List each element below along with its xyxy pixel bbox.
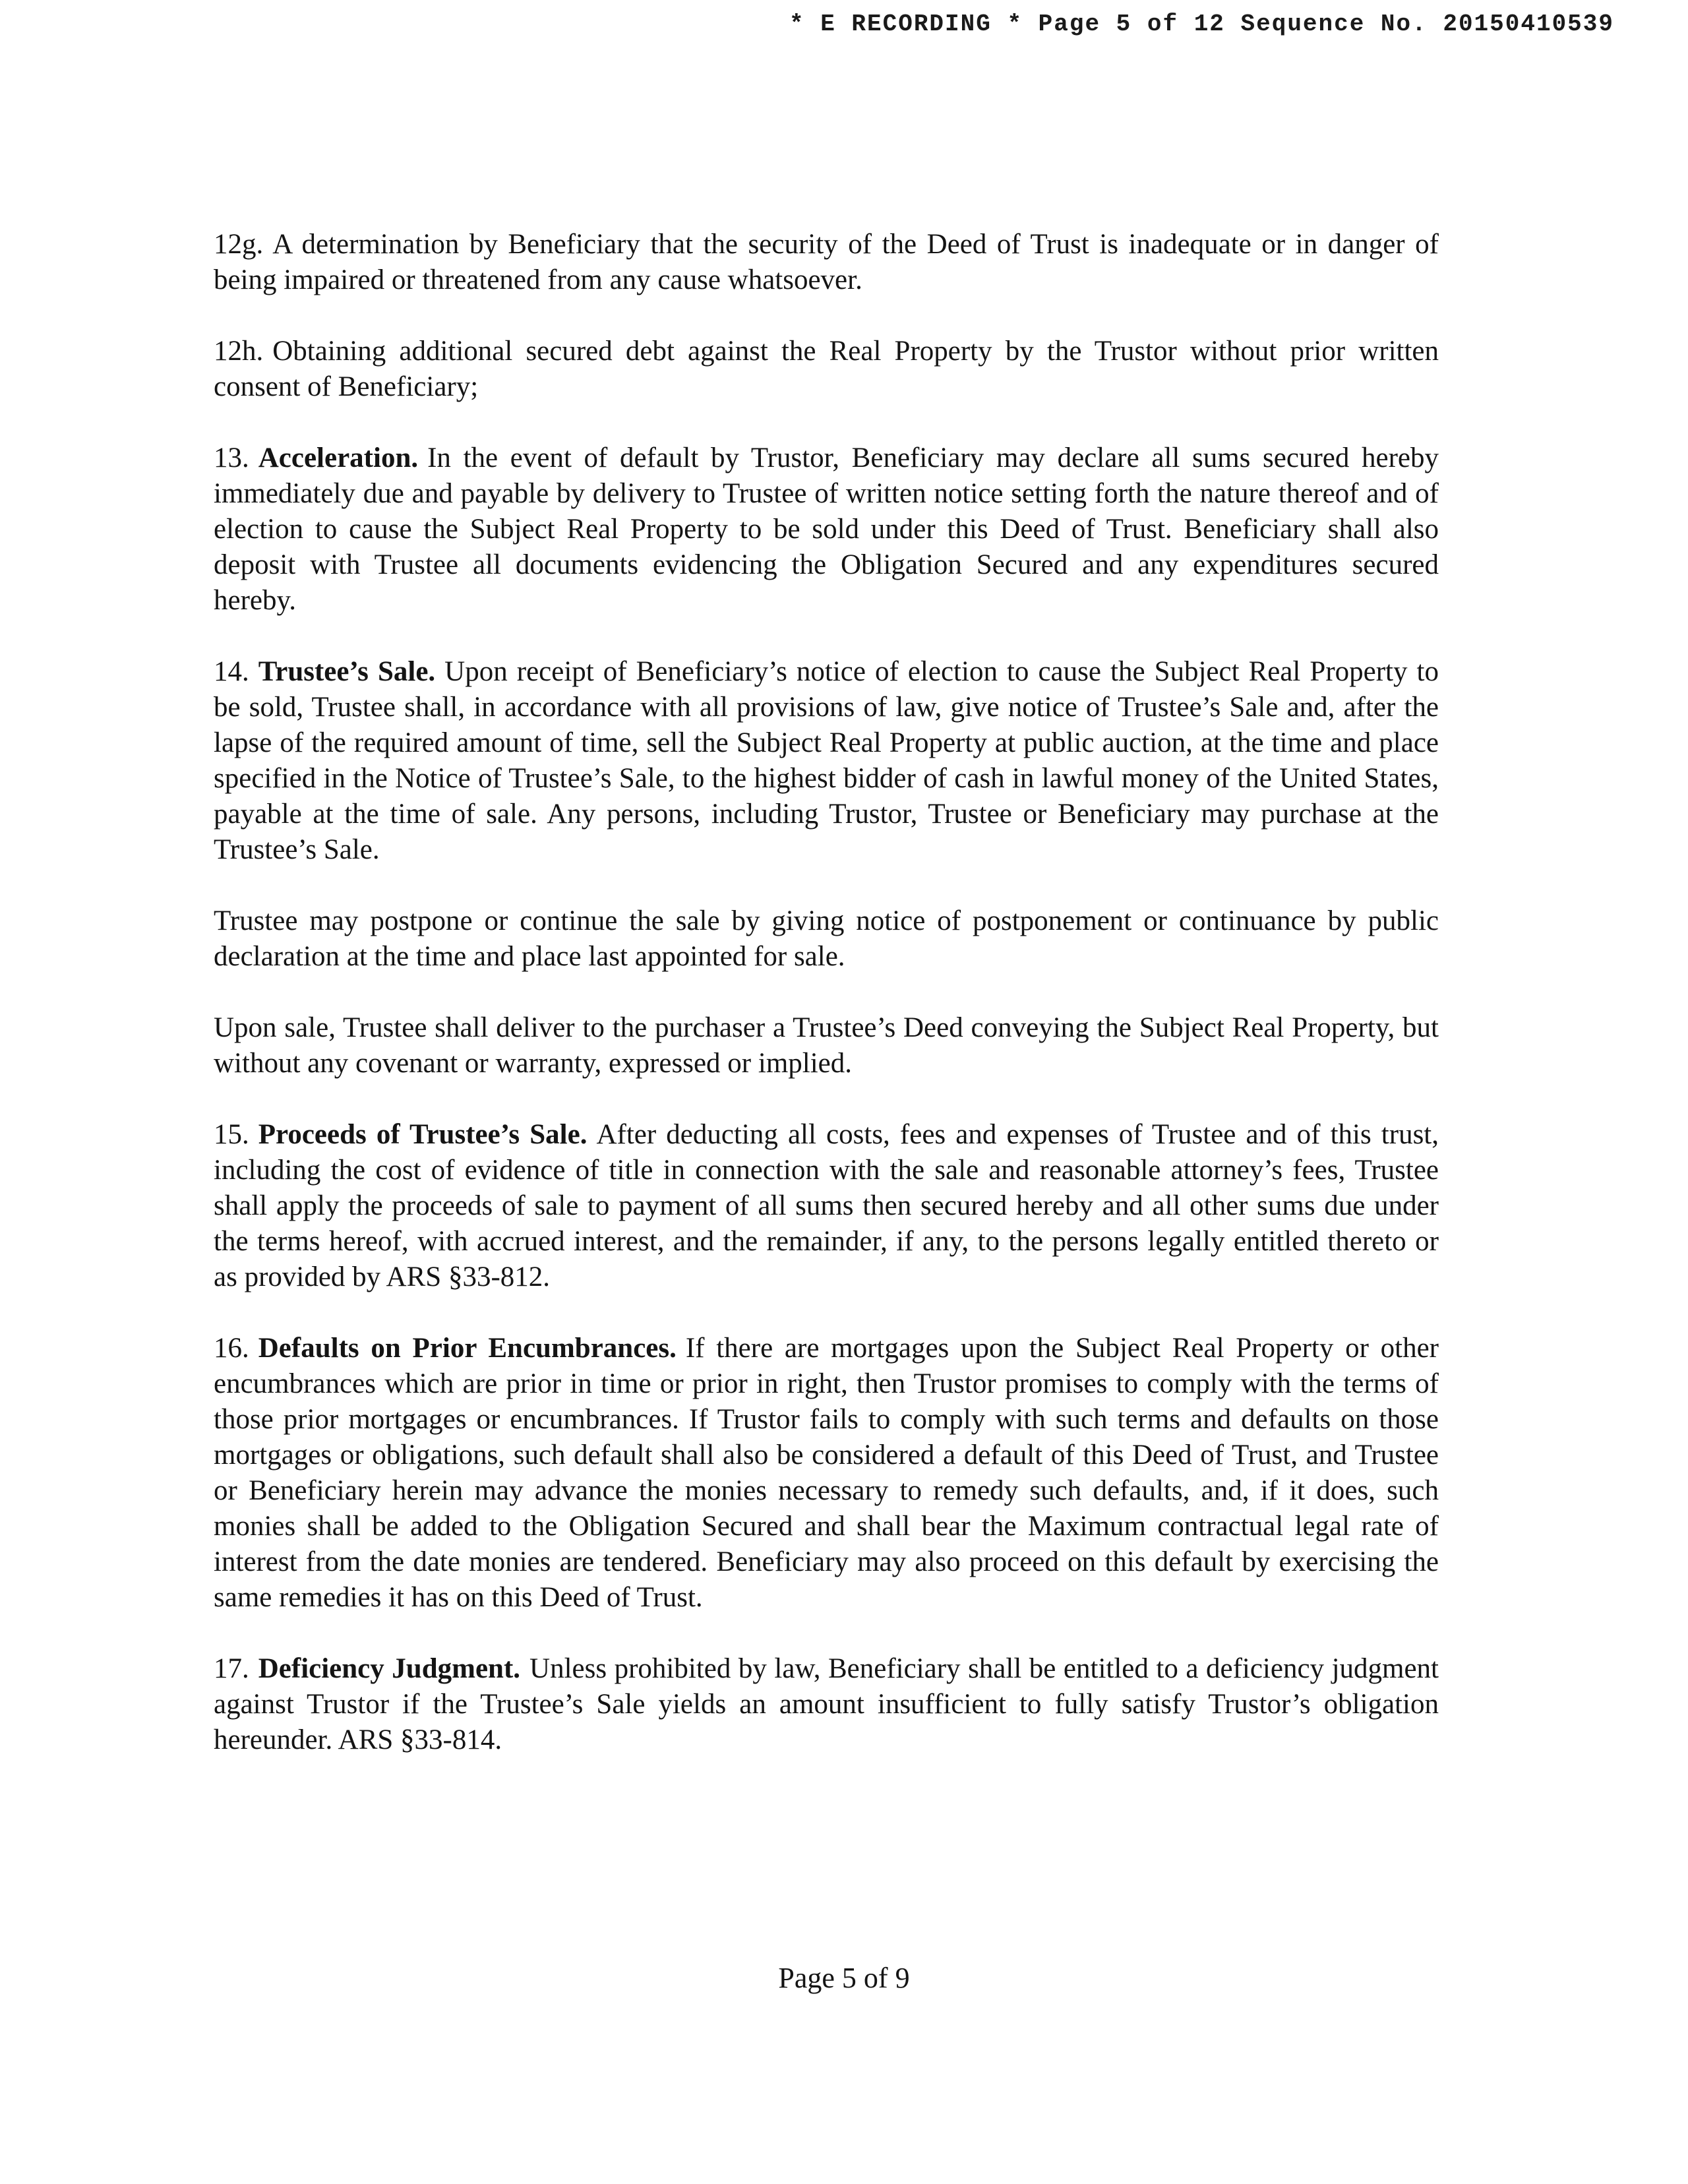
paragraph-12h xyxy=(214,334,1439,405)
paragraph-number: 16. xyxy=(214,1333,249,1364)
paragraph-number: 15. xyxy=(214,1119,249,1150)
paragraph-number: 13. xyxy=(214,442,249,473)
paragraph-text: Obtaining additional secured debt against the Real Property by the Trustor without prior written consent of Beneficiary; xyxy=(214,336,1439,402)
paragraph-heading: Deficiency Judgment. xyxy=(258,1653,521,1684)
paragraph-15-proceeds xyxy=(214,1117,1439,1295)
paragraph-text: Unless prohibited by law, Beneficiary shall be entitled to a deficiency judgment against Trustor if the Trustee’s Sale yields an amount insufficient to fully satisfy Trustor’s obligation hereunder. ARS §33-814. xyxy=(214,1653,1439,1755)
paragraph-heading: Defaults on Prior Encumbrances. xyxy=(258,1333,677,1364)
paragraph-text: After deducting all costs, fees and expenses of Trustee and of this trust, including the cost of evidence of title in connection with the sale and reasonable attorney’s fees, Trustee shall apply the proceeds of sale to payment of all sums then secured hereby and all other sums due under the terms hereof, with accrued interest, and the remainder, if any, to the persons legally entitled thereto or as provided by ARS §33-812. xyxy=(214,1119,1439,1292)
paragraph-text: Trustee may postpone or continue the sale by giving notice of postponement or continuance by public declaration at the time and place last appointed for sale. xyxy=(214,905,1439,972)
paragraph-number: 12h. xyxy=(214,336,264,367)
paragraph-12g xyxy=(214,227,1439,298)
paragraph-text: If there are mortgages upon the Subject Real Property or other encumbrances which are prior in time or prior in right, then Trustor promises to comply with the terms of those prior mortgages or encumbrances. If Trustor fails to comply with such terms and defaults on those mortgages or obligations, such default shall also be considered a default of this Deed of Trust, and Trustee or Beneficiary herein may advance the monies necessary to remedy such defaults, and, if it does, such monies shall be added to the Obligation Secured and shall bear the Maximum contractual legal rate of interest from the date monies are tendered. Beneficiary may also proceed on this default by exercising the same remedies it has on this Deed of Trust. xyxy=(214,1333,1439,1613)
paragraph-trustees-deed xyxy=(214,1010,1439,1081)
paragraph-number: 17. xyxy=(214,1653,249,1684)
paragraph-text: In the event of default by Trustor, Beneficiary may declare all sums secured hereby immediately due and payable by delivery to Trustee of written notice setting forth the nature thereof and of election to cause the Subject Real Property to be sold under this Deed of Trust. Beneficiary shall also deposit with Trustee all documents evidencing the Obligation Secured and any expenditures secured hereby. xyxy=(214,442,1439,616)
paragraph-16-prior-encumbrances xyxy=(214,1331,1439,1616)
paragraph-14-trustees-sale xyxy=(214,654,1439,868)
paragraph-heading: Proceeds of Trustee’s Sale. xyxy=(258,1119,588,1150)
recording-header: * E RECORDING * Page 5 of 12 Sequence No. 20150410539 xyxy=(789,11,1614,38)
paragraph-text: A determination by Beneficiary that the security of the Deed of Trust is inadequate or in danger of being impaired or threatened from any cause whatsoever. xyxy=(214,229,1439,295)
paragraph-number: 12g. xyxy=(214,229,264,260)
paragraph-text: Upon receipt of Beneficiary’s notice of election to cause the Subject Real Property to be sold, Trustee shall, in accordance with all provisions of law, give notice of Trustee’s Sale and, after the lapse of the required amount of time, sell the Subject Real Property at public auction, at the time and place specified in the Notice of Trustee’s Sale, to the highest bidder of cash in lawful money of the United States, payable at the time of sale. Any persons, including Trustor, Trustee or Beneficiary may purchase at the Trustee’s Sale. xyxy=(214,656,1439,865)
paragraph-13-acceleration xyxy=(214,440,1439,619)
paragraph-number: 14. xyxy=(214,656,249,687)
paragraph-text: Upon sale, Trustee shall deliver to the purchaser a Trustee’s Deed conveying the Subject Real Property, but without any covenant or warranty, expressed or implied. xyxy=(214,1012,1439,1079)
paragraph-heading: Acceleration. xyxy=(258,442,419,473)
paragraph-heading: Trustee’s Sale. xyxy=(258,656,436,687)
document-body xyxy=(214,227,1439,1794)
paragraph-17-deficiency-judgment xyxy=(214,1651,1439,1758)
page-number-footer: Page 5 of 9 xyxy=(778,1962,910,1994)
paragraph-postponement xyxy=(214,903,1439,975)
